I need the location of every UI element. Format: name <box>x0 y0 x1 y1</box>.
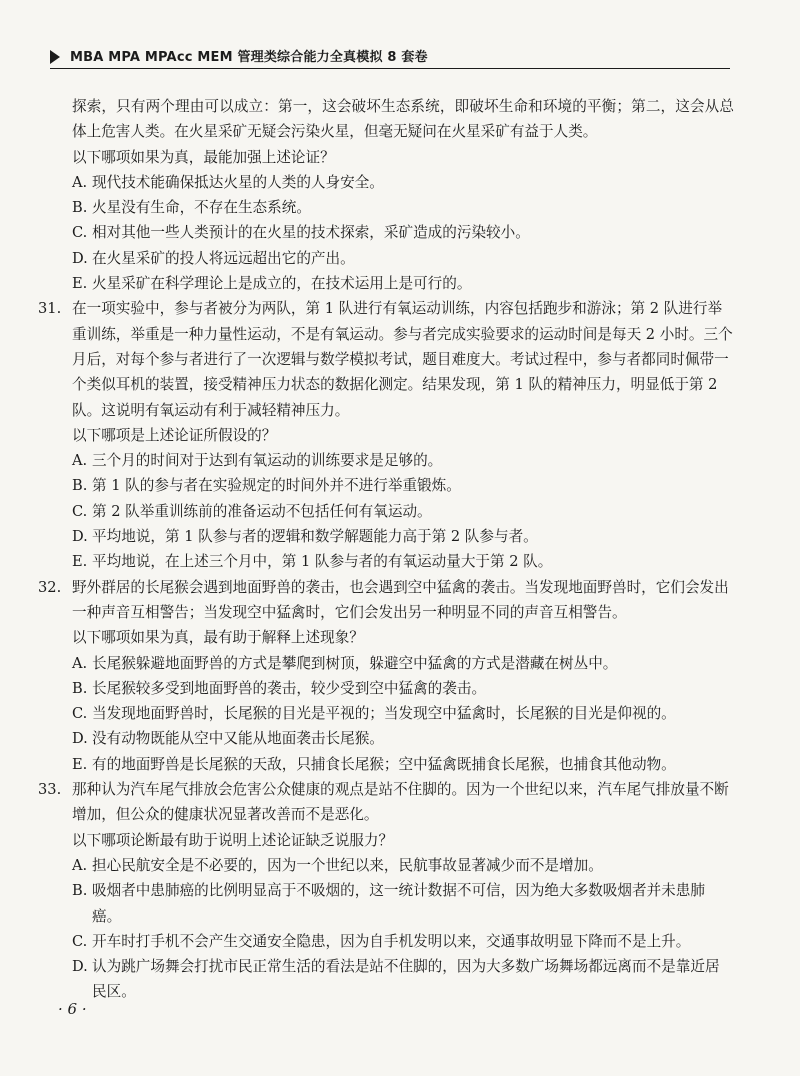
option-text: 长尾猴躲避地面野兽的方式是攀爬到树顶，躲避空中猛禽的方式是潜藏在树丛中。 <box>92 654 618 672</box>
option-label: E. <box>72 553 88 571</box>
option-text: 没有动物既能从空中又能从地面袭击长尾猴。 <box>92 730 384 748</box>
option-label: D. <box>72 249 88 267</box>
running-header <box>50 46 730 70</box>
option-text: 认为跳广场舞会打扰市民正常生活的看法是站不住脚的，因为大多数广场舞场都远离而不是靠近居民区。 <box>92 958 720 1001</box>
option <box>72 473 734 498</box>
option-label: A. <box>72 452 88 470</box>
option <box>72 878 734 929</box>
option <box>72 448 734 473</box>
option-text: 开车时打手机不会产生交通安全隐患，因为自手机发明以来，交通事故明显下降而不是上升。 <box>92 932 691 950</box>
question-prompt: 以下哪项如果为真，最有助于解释上述现象？ <box>72 629 364 647</box>
question-32 <box>38 575 734 777</box>
option-label: B. <box>72 199 88 217</box>
option <box>72 220 734 245</box>
option-text: 当发现地面野兽时，长尾猴的目光是平视的；当发现空中猛禽时，长尾猴的目光是仰视的。 <box>92 705 676 723</box>
option <box>72 524 734 549</box>
option-label: B. <box>72 477 88 495</box>
question-prompt: 以下哪项如果为真，最能加强上述论证？ <box>72 148 335 166</box>
question-33 <box>38 777 734 1005</box>
option-label: A. <box>72 173 88 191</box>
option-label: E. <box>72 755 88 773</box>
question-number: 33. <box>38 781 62 799</box>
option-label: B. <box>72 679 88 697</box>
option-label: D. <box>72 528 88 546</box>
option <box>72 726 734 751</box>
option-label: C. <box>72 705 88 723</box>
option-label: C. <box>72 932 88 950</box>
option-text: 在火星采矿的投人将远远超出它的产出。 <box>92 249 355 267</box>
question-stem: 那种认为汽车尾气排放会危害公众健康的观点是站不住脚的。因为一个世纪以来，汽车尾气排放量不断增加，但公众的健康状况显著改善而不是恶化。 <box>72 781 729 824</box>
continued-paragraph: 探索，只有两个理由可以成立：第一，这会破坏生态系统，即破坏生命和环境的平衡；第二，这会从总体上危害人类。在火星采矿无疑会污染火星，但毫无疑问在火星采矿有益于人类。 <box>72 98 734 141</box>
option-label: C. <box>72 224 88 242</box>
option <box>72 701 734 726</box>
question-number: 32. <box>38 578 62 596</box>
option-text: 平均地说，第 1 队参与者的逻辑和数学解题能力高于第 2 队参与者。 <box>92 528 538 546</box>
option <box>72 929 734 954</box>
question-stem: 野外群居的长尾猴会遇到地面野兽的袭击，也会遇到空中猛禽的袭击。当发现地面野兽时，它们会发出一种声音互相警告；当发现空中猛禽时，它们会发出另一种明显不同的声音互相警告。 <box>72 578 729 621</box>
question-prompt: 以下哪项是上述论证所假设的？ <box>72 426 277 444</box>
page-content <box>38 94 734 1005</box>
option-label: A. <box>72 856 88 874</box>
option <box>72 853 734 878</box>
option <box>72 651 734 676</box>
option-text: 有的地面野兽是长尾猴的天敌，只捕食长尾猴；空中猛禽既捕食长尾猴，也捕食其他动物。 <box>92 755 676 773</box>
option <box>72 271 734 296</box>
option-text: 平均地说，在上述三个月中，第 1 队参与者的有氧运动量大于第 2 队。 <box>92 553 553 571</box>
question-number: 31. <box>38 300 62 318</box>
option-label: D. <box>72 958 88 976</box>
option <box>72 549 734 574</box>
question-30-continuation <box>72 94 734 296</box>
option-text: 火星没有生命，不存在生态系统。 <box>92 199 311 217</box>
option-label: B. <box>72 882 88 900</box>
option-text: 第 1 队的参与者在实验规定的时间外并不进行举重锻炼。 <box>92 477 461 495</box>
triangle-bullet-icon <box>50 50 60 64</box>
header-title: MBA MPA MPAcc MEM 管理类综合能力全真模拟 8 套卷 <box>70 50 428 65</box>
option <box>72 752 734 777</box>
option-text: 相对其他一些人类预计的在火星的技术探索，采矿造成的污染较小。 <box>92 224 530 242</box>
option <box>72 195 734 220</box>
option-text: 吸烟者中患肺癌的比例明显高于不吸烟的，这一统计数据不可信，因为绝大多数吸烟者并未患肺癌。 <box>92 882 705 925</box>
option <box>72 676 734 701</box>
page-number: · 6 · <box>58 1000 87 1018</box>
option <box>72 246 734 271</box>
question-prompt: 以下哪项论断最有助于说明上述论证缺乏说服力？ <box>72 831 394 849</box>
header-rule <box>50 68 730 69</box>
option-label: C. <box>72 502 88 520</box>
option-label: E. <box>72 275 88 293</box>
option-text: 长尾猴较多受到地面野兽的袭击，较少受到空中猛禽的袭击。 <box>92 679 487 697</box>
option <box>72 954 734 1005</box>
option-text: 担心民航安全是不必要的，因为一个世纪以来，民航事故显著减少而不是增加。 <box>92 856 603 874</box>
option-text: 第 2 队举重训练前的准备运动不包括任何有氧运动。 <box>92 502 432 520</box>
option <box>72 499 734 524</box>
option-text: 火星采矿在科学理论上是成立的，在技术运用上是可行的。 <box>92 275 472 293</box>
question-31 <box>38 296 734 574</box>
question-stem: 在一项实验中，参与者被分为两队，第 1 队进行有氧运动训练，内容包括跑步和游泳；第 2 队进行举重训练，举重是一种力量性运动，不是有氧运动。参与者完成实验要求的运动时间是每天 2 小时。三个月后，对每个参与者进行了一次逻辑与数学模拟考试，题目难度大。考试过程中，参与者都同时佩带一个类似耳机的装置，接受精神压力状态的数据化测定。结果发现，第 1 队的精神压力，明显低于第 2 队。这说明有氧运动有利于减轻精神压力。 <box>72 300 733 419</box>
option-label: A. <box>72 654 88 672</box>
option-text: 现代技术能确保抵达火星的人类的人身安全。 <box>92 173 384 191</box>
option-text: 三个月的时间对于达到有氧运动的训练要求是足够的。 <box>92 452 443 470</box>
option <box>72 170 734 195</box>
option-label: D. <box>72 730 88 748</box>
